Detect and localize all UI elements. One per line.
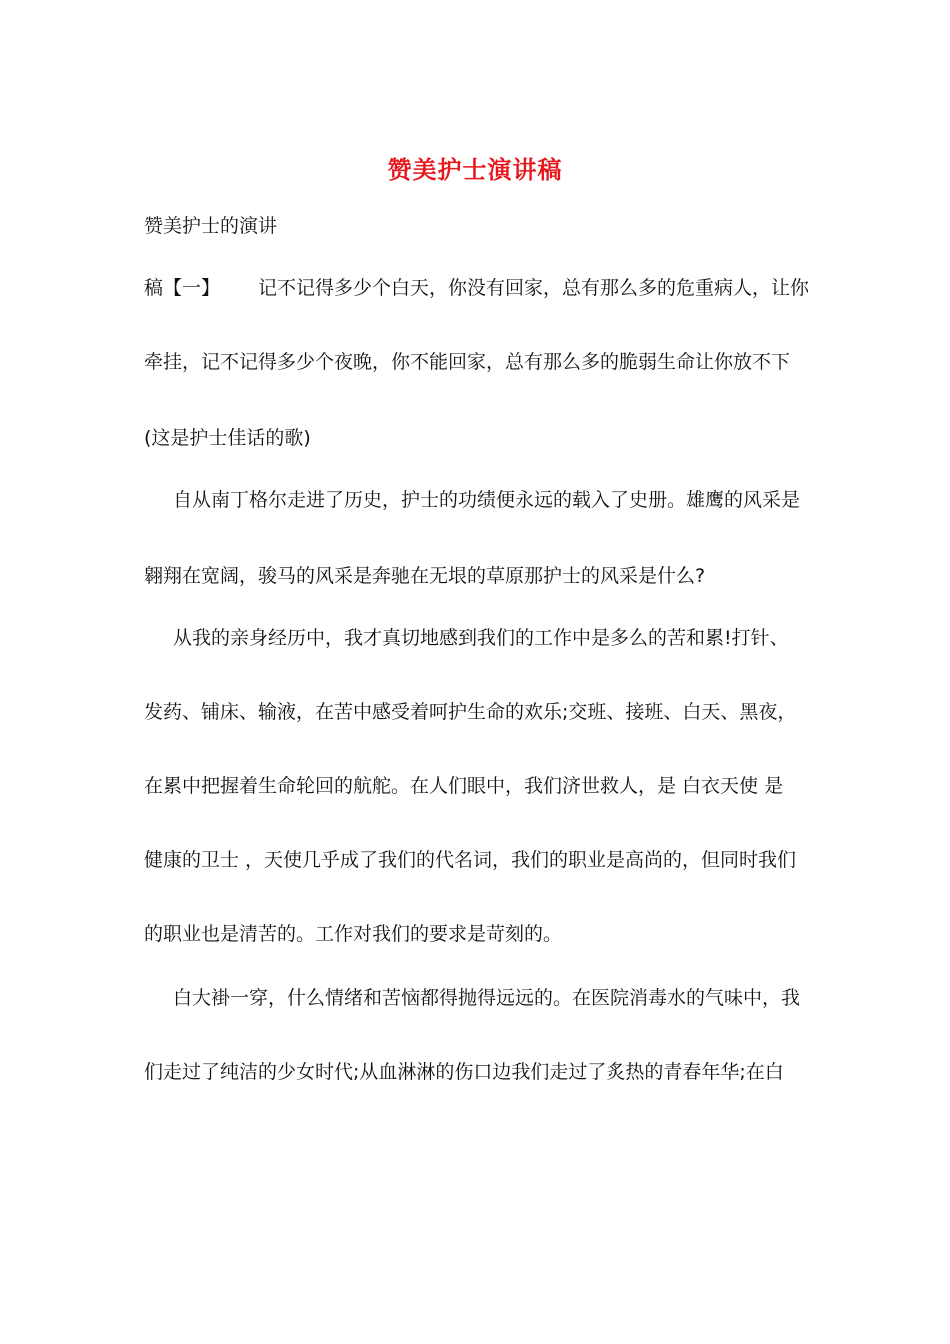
paragraph-line: 发药、铺床、输液，在苦中感受着呵护生命的欢乐;交班、接班、白天、黑夜，	[144, 701, 797, 723]
paragraph-line: (这是护士佳话的歌)	[144, 427, 311, 449]
paragraph-line: 的职业也是清苦的。工作对我们的要求是苛刻的。	[144, 923, 563, 945]
paragraph-line: 白大褂一穿，什么情绪和苦恼都得抛得远远的。在医院消毒水的气味中，我	[173, 987, 801, 1009]
paragraph-line: 健康的卫士 ，天使几乎成了我们的代名词，我们的职业是高尚的，但同时我们	[144, 849, 797, 871]
paragraph-text: 记不记得多少个白天，你没有回家，总有那么多的危重病人，让你	[258, 277, 810, 299]
paragraph-line: 自从南丁格尔走进了历史，护士的功绩便永远的载入了史册。雄鹰的风采是	[173, 489, 801, 511]
document-title: 赞美护士演讲稿	[387, 155, 563, 184]
subtitle-line: 赞美护士的演讲	[144, 215, 278, 237]
paragraph-line: 牵挂，记不记得多少个夜晚，你不能回家，总有那么多的脆弱生命让你放不下	[144, 351, 791, 373]
paragraph-line: 在累中把握着生命轮回的航舵。在人们眼中，我们济世救人，是 白衣天使 是	[144, 775, 784, 797]
paragraph-line: 翱翔在宽阔，骏马的风采是奔驰在无垠的草原那护士的风采是什么?	[144, 565, 706, 587]
paragraph-line: 们走过了纯洁的少女时代;从血淋淋的伤口边我们走过了炙热的青春年华;在白	[144, 1061, 784, 1083]
section-label: 稿【一】	[144, 277, 221, 299]
paragraph-line	[144, 276, 809, 300]
paragraph-line: 从我的亲身经历中，我才真切地感到我们的工作中是多么的苦和累!打针、	[173, 627, 789, 649]
